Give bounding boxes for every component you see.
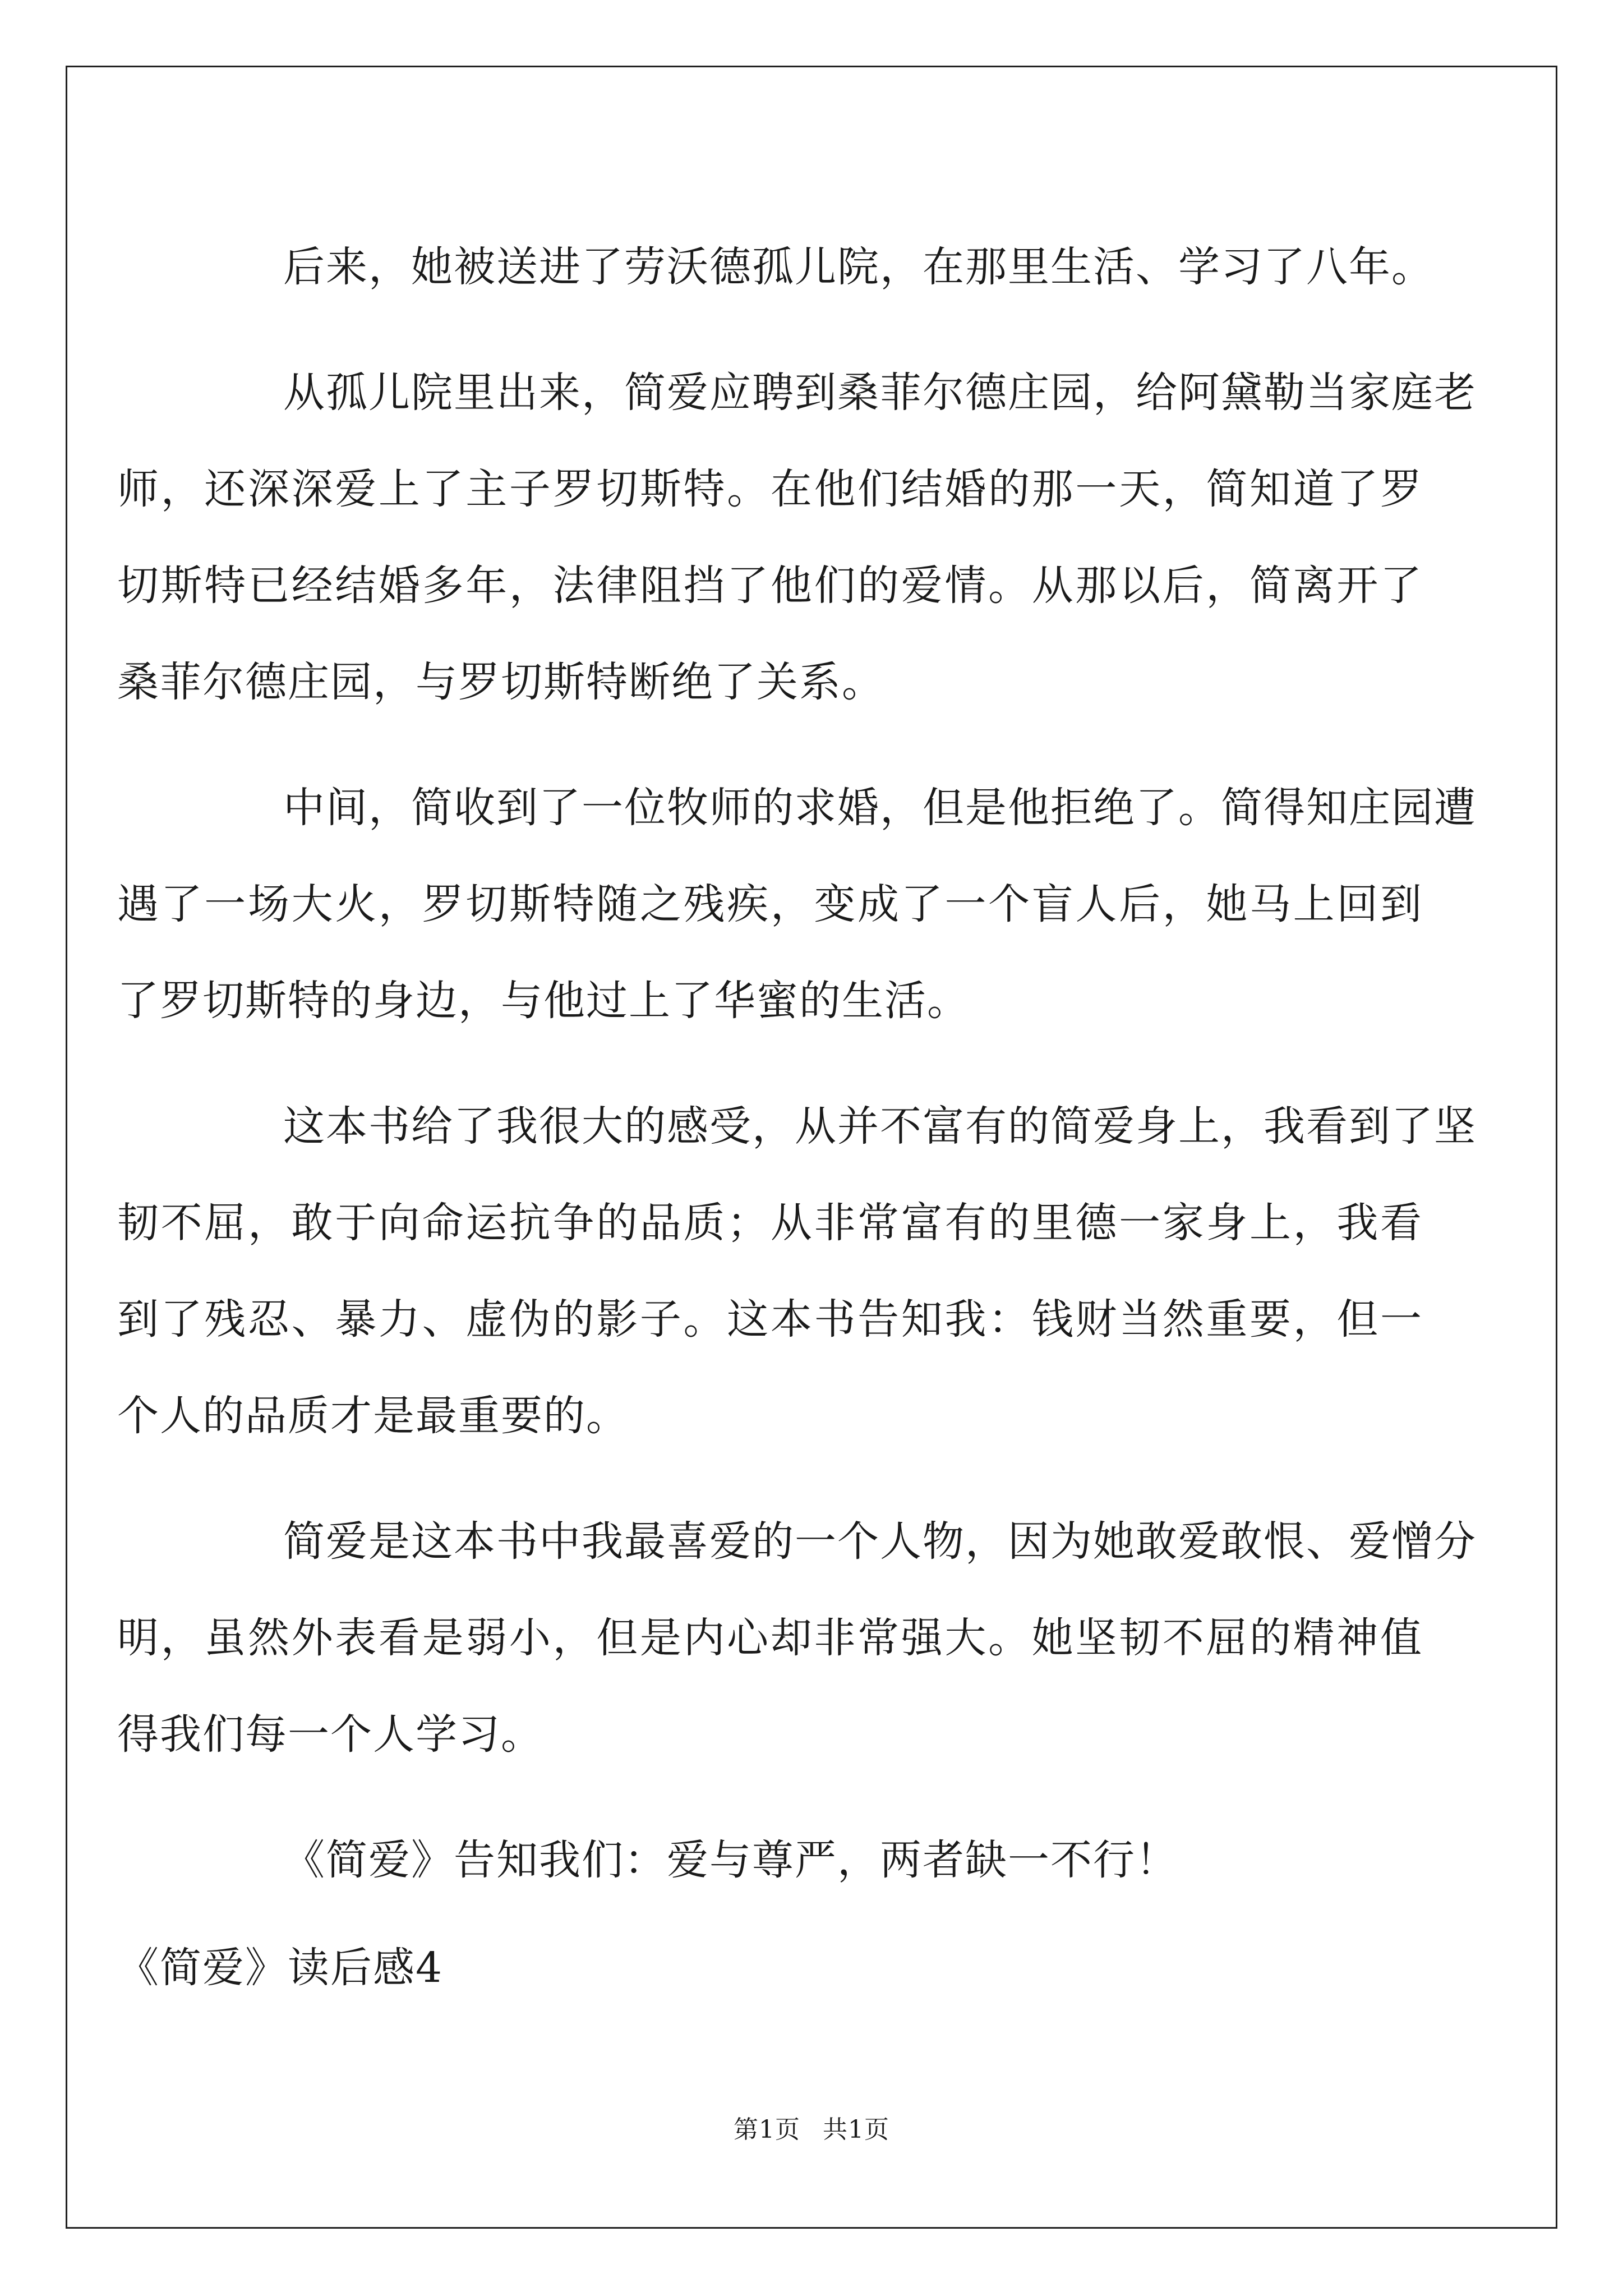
text-line: 后来，她被送进了劳沃德孤儿院，在那里生活、学习了八年。 — [283, 243, 1434, 291]
text-line: 韧不屈，敢于向命运抗争的品质；从非常富有的里德一家身上，我看 — [117, 1199, 1423, 1247]
section-heading: 《简爱》读后感4 — [117, 1944, 444, 1992]
text-line: 桑菲尔德庄园，与罗切斯特断绝了关系。 — [117, 658, 884, 706]
text-line: 中间，简收到了一位牧师的求婚，但是他拒绝了。简得知庄园遭 — [283, 784, 1477, 832]
paragraph-4 — [117, 1078, 1477, 1464]
text-line: 切斯特已经结婚多年，法律阻挡了他们的爱情。从那以后，简离开了 — [117, 562, 1423, 610]
page-number: 第1页 — [734, 2115, 800, 2144]
text-line: 简爱是这本书中我最喜爱的一个人物，因为她敢爱敢恨、爱憎分 — [283, 1517, 1477, 1566]
paragraph-5 — [117, 1493, 1477, 1783]
text-line: 从孤儿院里出来，简爱应聘到桑菲尔德庄园，给阿黛勒当家庭老 — [283, 369, 1477, 417]
paragraph-6 — [200, 1812, 1423, 1908]
paragraph-2 — [117, 344, 1477, 730]
text-line: 到了残忍、暴力、虚伪的影子。这本书告知我：钱财当然重要，但一 — [117, 1295, 1423, 1343]
paragraph-1 — [200, 219, 1434, 315]
page-footer — [0, 2109, 1623, 2145]
paragraph-3 — [117, 760, 1477, 1049]
text-line: 遇了一场大火，罗切斯特随之残疾，变成了一个盲人后，她马上回到 — [117, 880, 1423, 928]
page-total: 共1页 — [823, 2115, 889, 2144]
text-line: 《简爱》告知我们：爱与尊严，两者缺一不行！ — [283, 1836, 1178, 1884]
text-line: 师，还深深爱上了主子罗切斯特。在他们结婚的那一天，简知道了罗 — [117, 465, 1423, 513]
text-line: 得我们每一个人学习。 — [117, 1710, 543, 1759]
text-line: 了罗切斯特的身边，与他过上了华蜜的生活。 — [117, 977, 970, 1025]
document-body — [117, 219, 1477, 2016]
text-line: 明，虽然外表看是弱小，但是内心却非常强大。她坚韧不屈的精神值 — [117, 1614, 1423, 1662]
text-line: 个人的品质才是最重要的。 — [117, 1392, 629, 1440]
text-line: 这本书给了我很大的感受，从并不富有的简爱身上，我看到了坚 — [283, 1102, 1477, 1151]
